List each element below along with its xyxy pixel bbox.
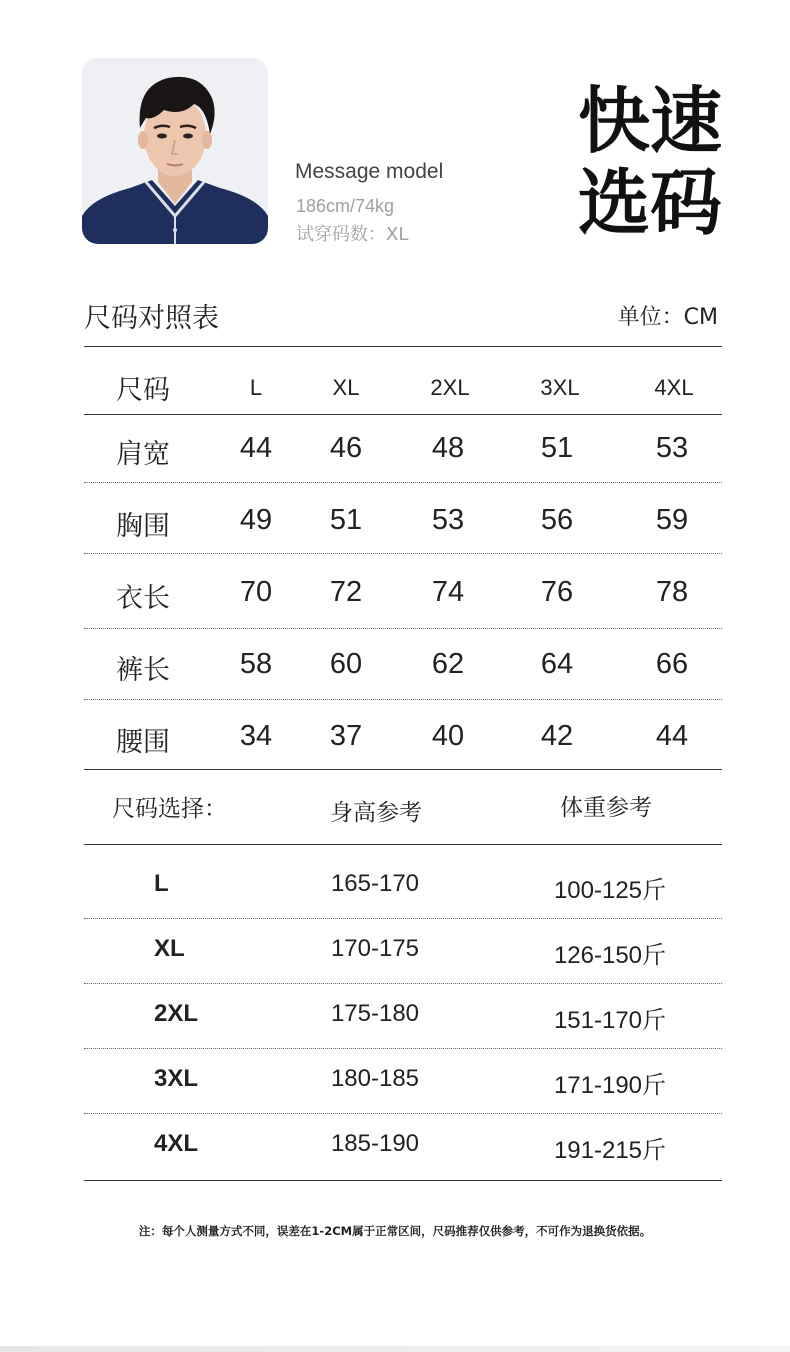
divider bbox=[84, 346, 722, 347]
size-select-size: 4XL bbox=[154, 1130, 199, 1157]
divider bbox=[84, 482, 722, 483]
page-title bbox=[578, 80, 728, 244]
size-chart-cell: 44 bbox=[655, 720, 689, 752]
size-chart-cell: 37 bbox=[329, 720, 363, 752]
size-chart-cell: 48 bbox=[431, 432, 465, 464]
size-select-height: 165-170 bbox=[330, 870, 420, 897]
size-select-weight-value: 171-190 bbox=[553, 1072, 643, 1099]
model-trial-size: 试穿码数：XL bbox=[296, 224, 409, 245]
size-chart-header-size: L bbox=[249, 375, 263, 400]
size-chart-cell: 70 bbox=[239, 576, 273, 608]
size-chart-cell: 60 bbox=[329, 648, 363, 680]
disclaimer-note: 注：每个人测量方式不同，误差在1-2CM属于正常区间，尺码推荐仅供参考，不可作为退换货依据。 bbox=[138, 1224, 652, 1238]
size-select-height: 170-175 bbox=[330, 935, 420, 962]
size-chart-cell: 34 bbox=[239, 720, 273, 752]
size-chart-cell: 72 bbox=[329, 576, 363, 608]
size-chart-cell: 40 bbox=[431, 720, 465, 752]
model-height-weight: 186cm/74kg bbox=[296, 196, 395, 216]
size-select-header-size: 尺码选择： bbox=[112, 796, 227, 822]
divider bbox=[84, 553, 722, 554]
size-select-height: 185-190 bbox=[330, 1130, 420, 1157]
size-chart-cell: 66 bbox=[655, 648, 689, 680]
size-chart-cell: 56 bbox=[540, 504, 574, 536]
size-chart-cell: 62 bbox=[431, 648, 465, 680]
size-select-weight-value: 191-215 bbox=[553, 1137, 643, 1164]
size-select-size: 3XL bbox=[154, 1065, 199, 1092]
size-chart-cell: 51 bbox=[540, 432, 574, 464]
size-chart-cell: 78 bbox=[655, 576, 689, 608]
size-select-weight-value: 100-125 bbox=[553, 877, 643, 904]
size-select-weight bbox=[540, 1000, 680, 1035]
size-select-weight-value: 126-150 bbox=[553, 942, 643, 969]
weight-unit: 斤 bbox=[642, 1071, 667, 1099]
weight-unit: 斤 bbox=[642, 1006, 667, 1034]
divider bbox=[84, 628, 722, 629]
size-chart-cell: 42 bbox=[540, 720, 574, 752]
size-chart-cell: 44 bbox=[239, 432, 273, 464]
size-chart-row-label: 肩宽 bbox=[116, 439, 170, 470]
size-select-header-weight: 体重参考 bbox=[560, 795, 652, 821]
model-photo bbox=[82, 58, 268, 244]
divider bbox=[84, 769, 722, 770]
size-chart-header-size: XL bbox=[332, 375, 360, 400]
divider bbox=[84, 844, 722, 845]
size-select-header-height: 身高参考 bbox=[330, 800, 422, 826]
size-chart-cell: 76 bbox=[540, 576, 574, 608]
page-title-line-2: 选码 bbox=[578, 161, 723, 245]
size-select-size: XL bbox=[154, 935, 185, 962]
size-chart-cell: 59 bbox=[655, 504, 689, 536]
divider bbox=[84, 699, 722, 700]
size-select-weight bbox=[540, 1065, 680, 1100]
size-select-weight bbox=[540, 870, 680, 905]
size-chart-header-size: 4XL bbox=[654, 375, 694, 400]
divider bbox=[84, 983, 722, 984]
size-select-size: 2XL bbox=[154, 1000, 199, 1027]
size-chart-unit: 单位：CM bbox=[617, 305, 718, 330]
size-chart-row-label: 胸围 bbox=[116, 511, 170, 542]
size-chart-cell: 53 bbox=[655, 432, 689, 464]
size-select-size: L bbox=[154, 870, 169, 897]
weight-unit: 斤 bbox=[642, 941, 667, 969]
size-select-height: 175-180 bbox=[330, 1000, 420, 1027]
size-chart-header-size: 2XL bbox=[430, 375, 470, 400]
size-select-weight bbox=[540, 935, 680, 970]
divider bbox=[84, 1180, 722, 1181]
divider bbox=[84, 918, 722, 919]
model-portrait-image bbox=[82, 58, 268, 244]
size-chart-cell: 51 bbox=[329, 504, 363, 536]
weight-unit: 斤 bbox=[642, 876, 667, 904]
size-chart-cell: 58 bbox=[239, 648, 273, 680]
size-chart-cell: 74 bbox=[431, 576, 465, 608]
size-chart-header-size: 3XL bbox=[540, 375, 580, 400]
divider bbox=[84, 1048, 722, 1049]
divider bbox=[84, 414, 722, 415]
size-chart-row-label: 腰围 bbox=[116, 727, 170, 758]
page-title-line-1: 快速 bbox=[578, 79, 723, 163]
size-select-height: 180-185 bbox=[330, 1065, 420, 1092]
weight-unit: 斤 bbox=[642, 1136, 667, 1164]
size-chart-row-label: 裤长 bbox=[116, 655, 170, 686]
bottom-strip bbox=[0, 1346, 790, 1352]
size-chart-cell: 53 bbox=[431, 504, 465, 536]
size-select-weight-value: 151-170 bbox=[553, 1007, 643, 1034]
size-chart-row-label: 衣长 bbox=[116, 583, 170, 614]
divider bbox=[84, 1113, 722, 1114]
size-chart-header-label: 尺码 bbox=[116, 375, 170, 406]
model-label: Message model bbox=[295, 160, 444, 183]
size-chart-cell: 64 bbox=[540, 648, 574, 680]
size-select-weight bbox=[540, 1130, 680, 1165]
size-chart-cell: 46 bbox=[329, 432, 363, 464]
size-chart-title: 尺码对照表 bbox=[84, 303, 219, 334]
size-chart-cell: 49 bbox=[239, 504, 273, 536]
